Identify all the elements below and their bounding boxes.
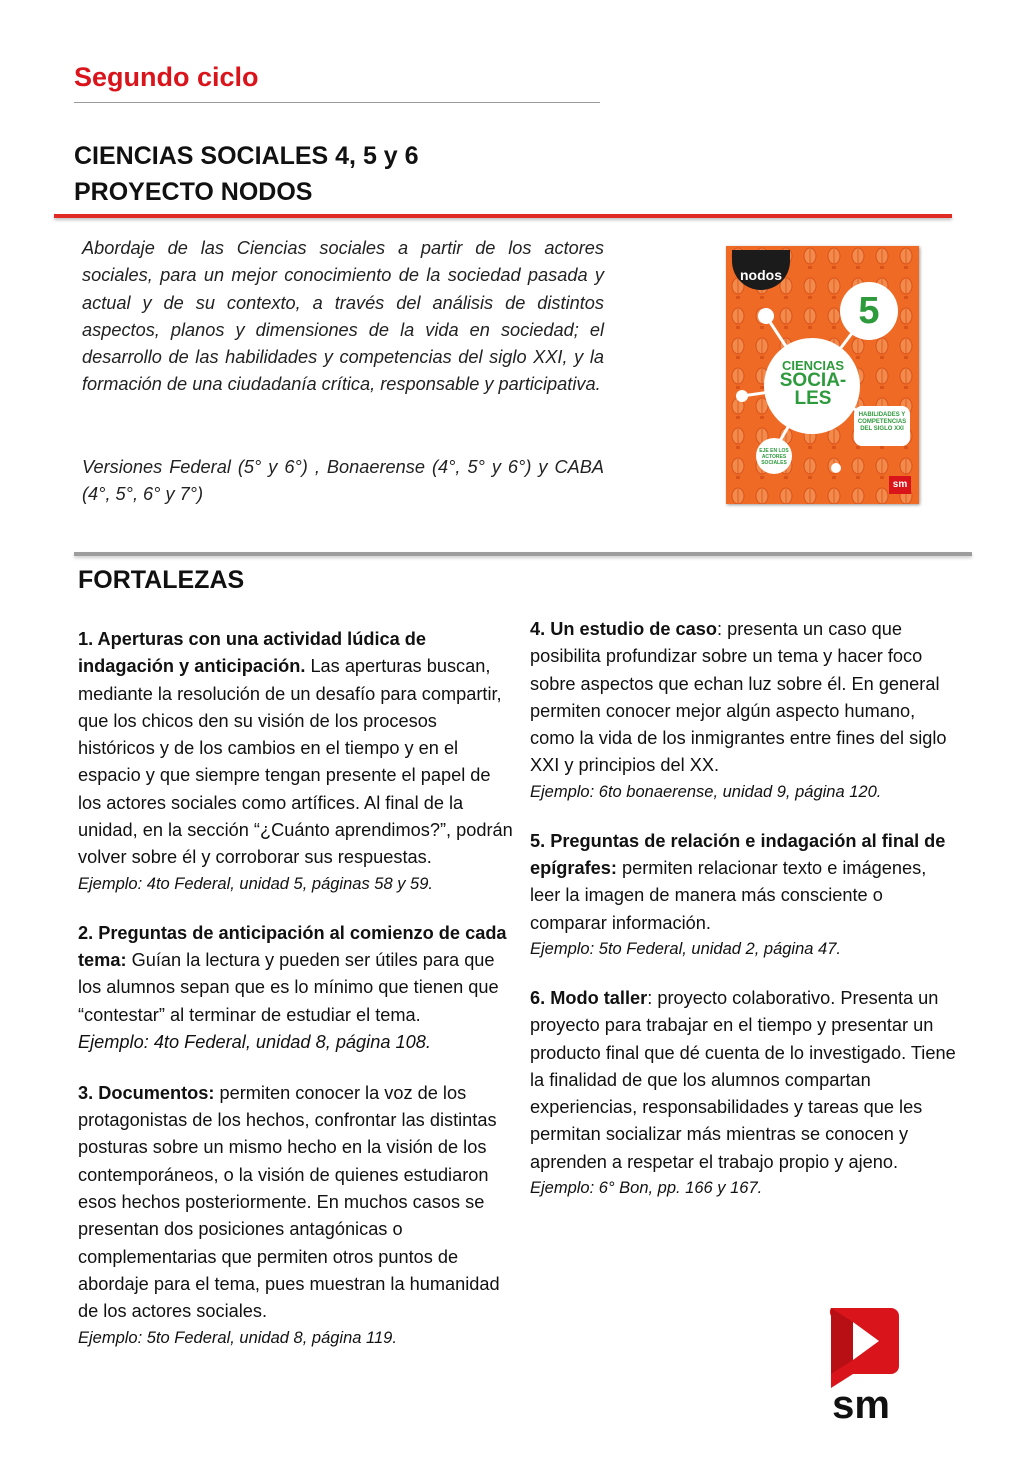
strength-example: Ejemplo: 4to Federal, unidad 8, página 108. xyxy=(78,1031,431,1052)
strength-body: : presenta un caso que posibilita profundizar sobre un tema y hacer foco sobre aspectos que echan luz sobre él. En general permiten conocer mejor algún aspecto humano, como la vida de los inmigrantes entre fines del siglo XXI y principios del XX. xyxy=(530,619,947,776)
book-small-label: EJE EN LOS ACTORES SOCIALES xyxy=(756,438,792,474)
book-cover xyxy=(726,246,919,504)
book-title-bottom: SOCIA-LES xyxy=(779,370,847,409)
strength-body: permiten relacionar texto e imágenes, leer la imagen de manera más consciente o comparar información. xyxy=(530,858,927,933)
intro-description: Abordaje de las Ciencias sociales a partir de los actores sociales, para un mejor conocimiento de la sociedad pasada y actual y de su contexto, a través del análisis de distintos aspectos, planos y dimensiones de la vida en sociedad; el desarrollo de las habilidades y competencias del siglo XXI, y la formación de una ciudadanía crítica, responsable y participativa. xyxy=(82,238,604,395)
strength-heading: 5. Preguntas de relación e indagación al final de epígrafes: xyxy=(530,830,946,879)
book-subtitle: HABILIDADES Y COMPETENCIAS DEL SIGLO XXI xyxy=(854,406,910,446)
strength-item-2 xyxy=(78,920,518,1029)
strength-heading: 2. Preguntas de anticipación al comienzo de cada tema: xyxy=(78,922,507,970)
title-divider xyxy=(54,214,952,218)
sm-logo-mark xyxy=(823,1308,899,1420)
intro-versions: Versiones Federal (5° y 6°) , Bonaerense (4°, 5° y 6°) y CABA (4°, 5°, 6° y 7°) xyxy=(82,457,604,505)
strength-body: : proyecto colaborativo. Presenta un proyecto para trabajar en el tiempo y presentar un producto final que dé cuenta de lo investigado. Tiene la finalidad de que los alumnos compartan experiencias, responsabilidades y tareas que les permitan socializar más mientras se conocen y aprenden a respetar el trabajo propio y ajeno. xyxy=(530,987,956,1172)
strengths-column-right xyxy=(530,616,960,1200)
title-line-2: PROYECTO NODOS xyxy=(74,178,313,206)
book-logo: nodos xyxy=(732,250,790,290)
sm-logo-text: sm xyxy=(832,1383,890,1420)
cycle-title: Segundo ciclo xyxy=(74,62,259,92)
sm-logo xyxy=(823,1308,899,1420)
strength-item-6 xyxy=(530,985,960,1176)
strength-heading: 3. Documentos: xyxy=(78,1082,215,1103)
book-publisher-mark: sm xyxy=(889,476,911,494)
strength-heading: 4. Un estudio de caso xyxy=(530,619,717,639)
strength-item-5 xyxy=(530,828,960,937)
page-title xyxy=(74,138,419,210)
strength-example: Ejemplo: 6to bonaerense, unidad 9, página 120. xyxy=(530,782,882,801)
strength-body: permiten conocer la voz de los protagonistas de los hechos, confrontar las distintas posturas sobre un mismo hecho en la visión de los contemporáneos, o la visión de quienes estudiaron esos hechos posteriormente. En muchos casos se presentan dos posiciones antagónicas o complementarias que permiten otros puntos de abordaje para el tema, pues muestran la humanidad de los actores sociales. xyxy=(78,1082,500,1322)
strengths-column-left xyxy=(78,626,518,1350)
strength-item-1 xyxy=(78,626,518,872)
strength-item-3 xyxy=(78,1080,518,1326)
strength-example: Ejemplo: 4to Federal, unidad 5, páginas 58 y 59. xyxy=(78,874,433,893)
strength-body: Guían la lectura y pueden ser útiles para que los alumnos sepan que es lo mínimo que tienen que “contestar” al terminar de estudiar el tema. xyxy=(78,949,499,1025)
title-line-1: CIENCIAS SOCIALES 4, 5 y 6 xyxy=(74,142,419,170)
strength-example: Ejemplo: 6° Bon, pp. 166 y 167. xyxy=(530,1179,763,1198)
section-divider xyxy=(74,552,972,556)
strength-example: Ejemplo: 5to Federal, unidad 2, página 47. xyxy=(530,939,841,958)
book-number: 5 xyxy=(840,282,898,340)
strengths-title: FORTALEZAS xyxy=(78,566,245,594)
strength-example: Ejemplo: 5to Federal, unidad 8, página 119. xyxy=(78,1328,397,1347)
strength-body: Las aperturas buscan, mediante la resolución de un desafío para compartir, que los chicos den su visión de los procesos históricos y de los cambios en el tiempo y en el espacio y que siempre tengan presente el papel de los actores sociales como artífices. Al final de la unidad, en la sección “¿Cuánto aprendimos?”, podrán volver sobre él y corroborar sus respuestas. xyxy=(78,656,513,868)
strength-heading: 1. Aperturas con una actividad lúdica de indagación y anticipación. xyxy=(78,629,427,677)
book-title-top: CIENCIAS xyxy=(781,358,845,373)
strength-heading: 6. Modo taller xyxy=(530,987,648,1008)
strength-item-4 xyxy=(530,616,960,780)
cycle-divider xyxy=(74,102,600,103)
